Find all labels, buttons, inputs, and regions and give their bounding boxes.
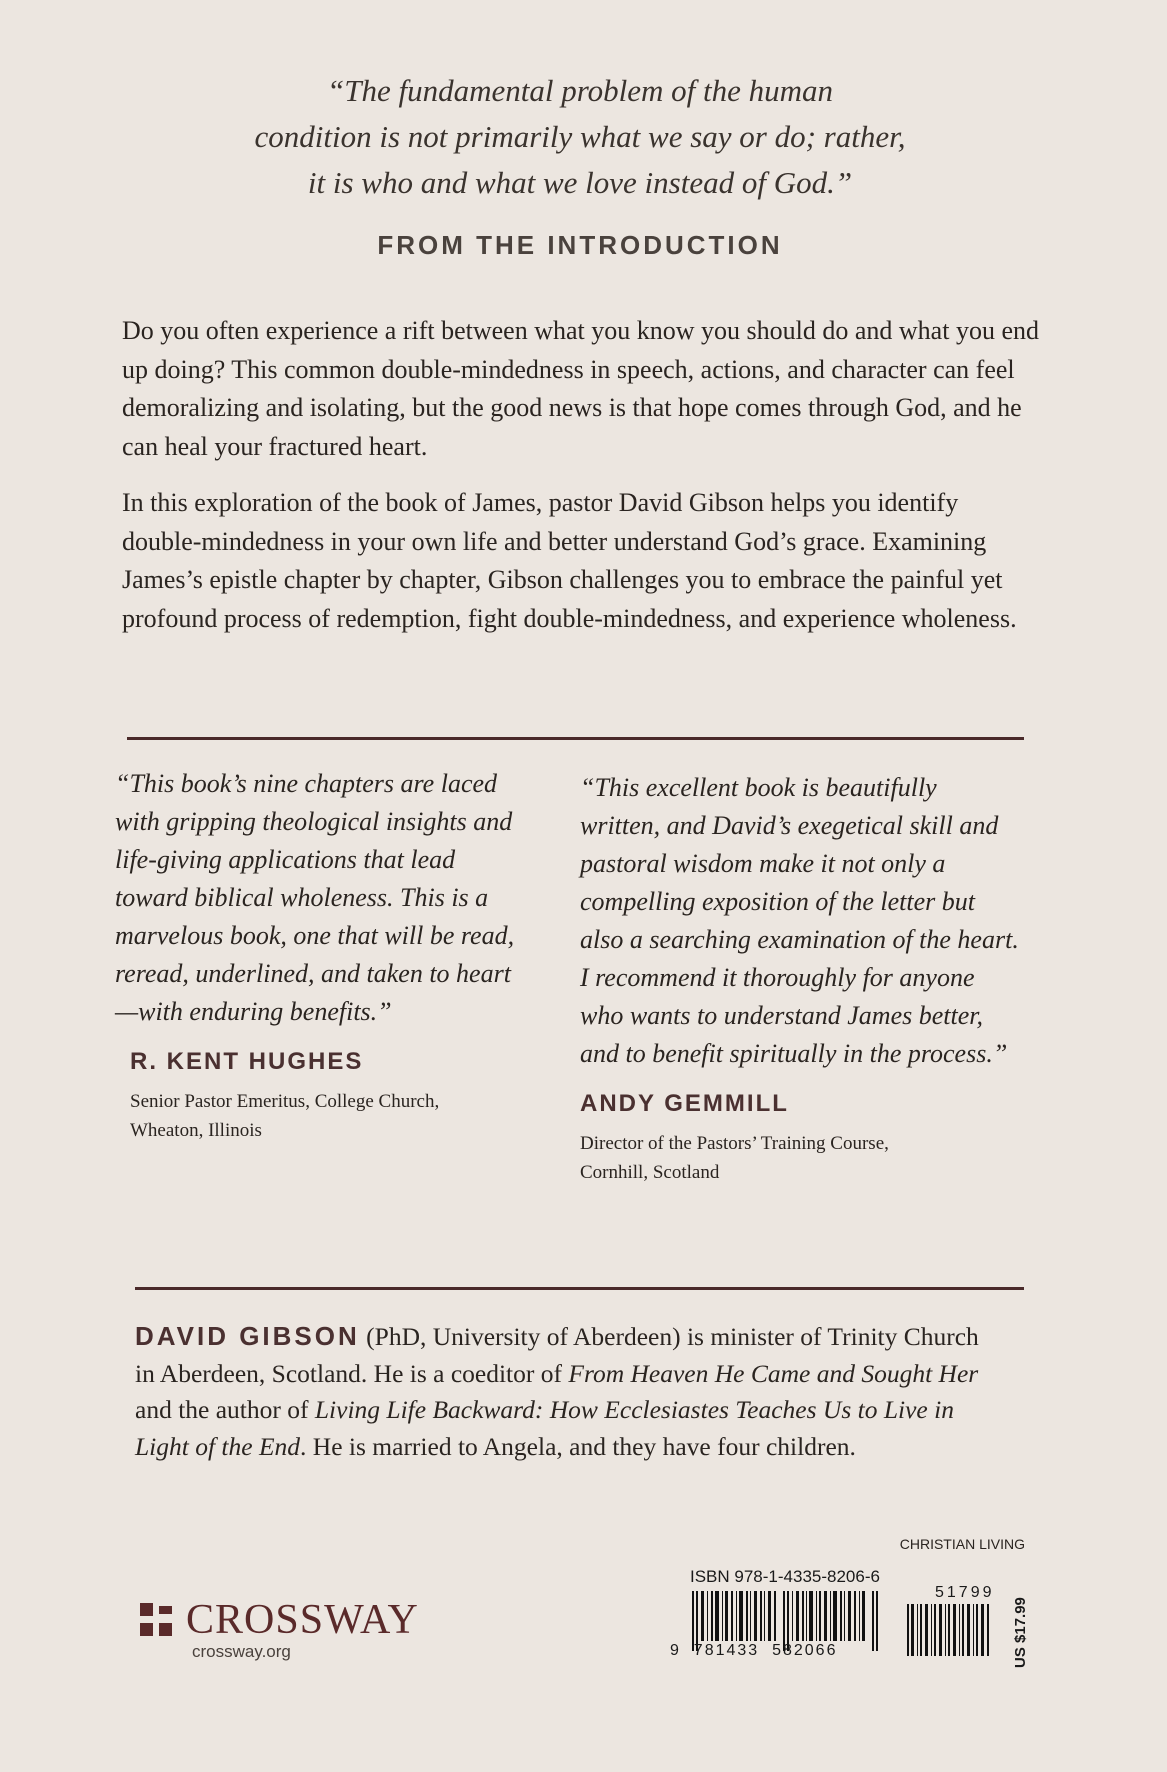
author-bio: [135, 1318, 995, 1465]
ean-left-digits: 781433: [693, 1642, 760, 1659]
bio-text: and the author of: [135, 1395, 315, 1424]
endorser-title-line: Senior Pastor Emeritus, College Church,: [130, 1091, 440, 1112]
bio-text: (PhD, University of Aberdeen) is minister of Trinity Church in Aberdeen, Scotland. He is a coeditor of: [135, 1322, 979, 1388]
epigraph-quote: [150, 68, 1010, 206]
epigraph-line: “The fundamental problem of the human: [326, 73, 834, 108]
category-label: CHRISTIAN LIVING: [899, 1536, 1025, 1552]
publisher-name: CROSSWAY: [186, 1597, 419, 1643]
bio-text: . He is married to Angela, and they have four children.: [300, 1431, 856, 1461]
endorsement-quote: “This book’s nine chapters are laced with gripping theological insights and life-giving applications that lead toward biblical wholeness. This is a marvelous book, one that will be read, reread, underlined, and taken to heart—with enduring benefits.”: [115, 769, 515, 1026]
divider: [127, 737, 1024, 740]
ean-right-digits: 582066: [772, 1642, 838, 1659]
price-text: US $17.99: [1012, 1597, 1029, 1668]
endorser-title: [580, 1129, 1020, 1187]
divider: [135, 1287, 1024, 1290]
epigraph-line: condition is not primarily what we say or do; rather,: [254, 119, 906, 154]
publisher-logo: [140, 1596, 419, 1644]
endorser-name: ANDY GEMMILL: [580, 1090, 789, 1117]
price-addon-digits: 51799: [935, 1584, 995, 1601]
epigraph-source: FROM THE INTRODUCTION: [377, 230, 783, 260]
isbn-label: ISBN 978-1-4335-8206-6: [690, 1567, 880, 1586]
price-barcode: [905, 1604, 1005, 1656]
endorsement-gemmill: [580, 769, 1020, 1187]
epigraph-line: it is who and what we love instead of God.”: [307, 165, 853, 200]
ean-digits: [670, 1642, 837, 1660]
crossway-mark-icon: [140, 1603, 174, 1637]
endorsement-quote: “This excellent book is beautifully written, and David’s exegetical skill and pastoral wisdom make it not only a compelling exposition of the letter but also a searching examination of the heart. I recommend it thoroughly for anyone who wants to understand James better, and to benefit spiritually in the process.”: [580, 773, 1019, 1068]
endorser-title-line: Cornhill, Scotland: [580, 1162, 720, 1183]
description-paragraph: In this exploration of the book of James, pastor David Gibson helps you identify double-mindedness in your own life and better understand God’s grace. Examining James’s epistle chapter by chapter, Gibson challenges you to embrace the painful yet profound process of redemption, fight double-mindedness, and experience wholeness.: [122, 488, 1017, 633]
endorser-title-line: Director of the Pastors’ Training Course,: [580, 1133, 889, 1154]
endorser-title: [130, 1087, 525, 1145]
book-description: [122, 312, 1042, 656]
author-name: DAVID GIBSON: [135, 1321, 360, 1351]
endorsement-hughes: [115, 765, 525, 1145]
endorser-name: R. KENT HUGHES: [130, 1048, 364, 1075]
description-paragraph: Do you often experience a rift between what you know you should do and what you end up doing? This common double-mindedness in speech, actions, and character can feel demoralizing and isolating, but the good news is that hope comes through God, and he can heal your fractured heart.: [122, 316, 1039, 461]
book-title: Living Life Backward: How Ecclesiastes Teaches Us to Live in Light of the End: [135, 1395, 954, 1461]
ean-lead-digit: 9: [670, 1642, 681, 1659]
endorser-title-line: Wheaton, Illinois: [130, 1120, 262, 1141]
price-label: [1012, 1580, 1040, 1670]
book-title: From Heaven He Came and Sought Her: [568, 1358, 979, 1388]
publisher-url: crossway.org: [192, 1642, 291, 1661]
